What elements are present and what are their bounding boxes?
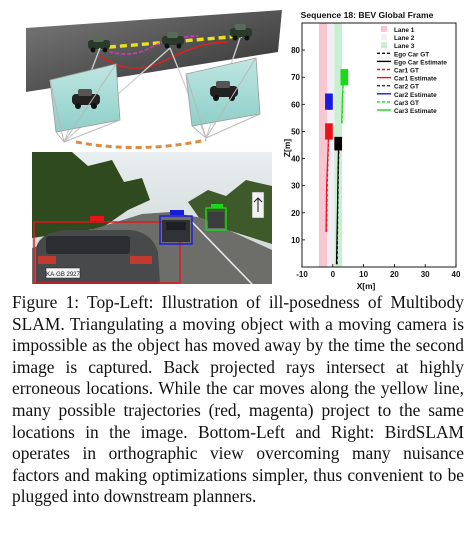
chart-title: Sequence 18: BEV Global Frame — [300, 10, 434, 20]
y-axis-label: Z[m] — [282, 138, 292, 158]
y-tick-label: 20 — [291, 208, 300, 218]
y-tick-label: 30 — [291, 181, 300, 191]
box-car3 — [341, 69, 349, 85]
x-tick-label: 20 — [389, 270, 399, 279]
illposedness-illustration — [20, 8, 282, 150]
legend-label: Lane 2 — [394, 35, 415, 43]
x-axis-label: X[m] — [356, 281, 376, 291]
figure-caption: Figure 1: Top-Left: Illustration of ill-posedness of Multibody SLAM. Triangulating a moving object with a moving camera is impossible as the object has moved away by the time the second image is captured. Back projected rays intersect at highly erroneous locations. While the car moves along the yellow line, many possible trajectories (red, magenta) project to the same locations in the image. Bottom-Left and Right: BirdSLAM operates in orthographic view overcoming many nuisance factors and making optimizations simpler, thus convenient to be plugged into downstream planners. — [12, 292, 464, 507]
x-tick-label: 10 — [359, 270, 369, 279]
camera-motion-path — [76, 140, 206, 148]
box-car2 — [325, 93, 333, 109]
detection-label-car2 — [170, 210, 184, 215]
x-tick-label: 30 — [420, 270, 430, 279]
y-tick-label: 60 — [291, 100, 300, 110]
legend-label: Car2 GT — [394, 83, 419, 91]
y-tick-label: 70 — [291, 73, 300, 83]
y-tick-label: 50 — [291, 127, 300, 137]
box-car1 — [325, 123, 333, 139]
car-blue-target — [162, 220, 190, 242]
detection-label-car1 — [90, 216, 104, 221]
legend-label: Car2 Estimate — [394, 91, 437, 99]
legend-swatch — [381, 42, 387, 48]
car-green-target — [208, 212, 224, 228]
y-tick-label: 80 — [291, 46, 300, 56]
legend-label: Lane 3 — [394, 43, 415, 51]
x-tick-label: 0 — [330, 270, 336, 279]
legend-label: Ego Car GT — [394, 51, 430, 59]
bev-chart — [280, 6, 470, 292]
x-tick-label: -10 — [296, 270, 308, 279]
legend-swatch — [381, 26, 387, 32]
box-ego-car — [334, 137, 342, 151]
kitti-frame-photo — [32, 152, 272, 284]
legend-label: Ego Car Estimate — [394, 59, 447, 67]
y-tick-label: 40 — [291, 154, 300, 164]
license-plate-text: KA·GB 2927 — [46, 272, 80, 278]
detection-label-car3 — [211, 204, 223, 208]
x-tick-label: 40 — [451, 270, 461, 279]
legend-label: Car1 Estimate — [394, 75, 437, 83]
legend-label: Car3 GT — [394, 99, 419, 107]
legend-label: Lane 1 — [394, 27, 415, 34]
legend-label: Car1 GT — [394, 67, 419, 75]
legend-swatch — [381, 34, 387, 40]
legend-label: Car3 Estimate — [394, 108, 437, 115]
y-tick-label: 10 — [291, 235, 300, 245]
